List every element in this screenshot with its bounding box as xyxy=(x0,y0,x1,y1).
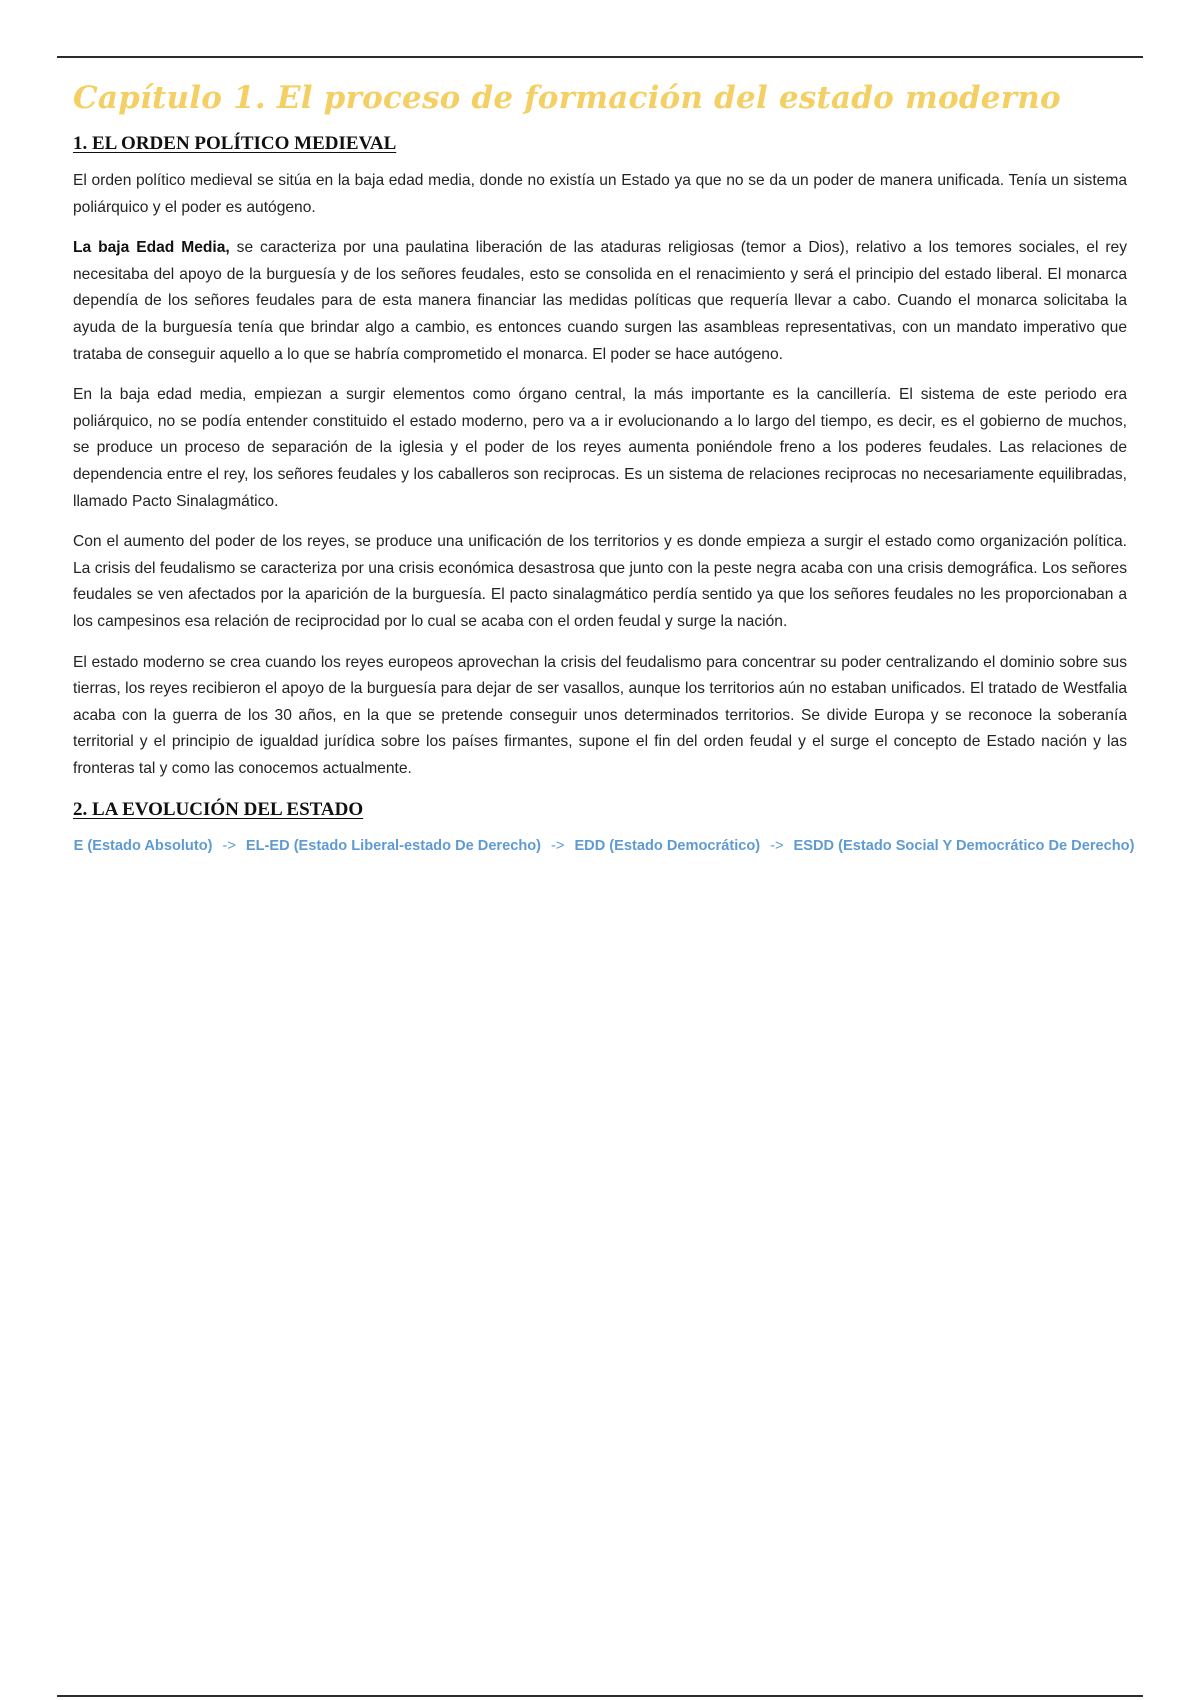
paragraph-lead: La baja Edad Media, xyxy=(73,239,230,257)
bottom-rule xyxy=(57,1695,1143,1697)
paragraph xyxy=(73,529,1127,635)
paragraph xyxy=(73,382,1127,515)
arrow-right-icon: -> xyxy=(770,838,784,855)
top-rule xyxy=(57,56,1143,58)
chapter-title: Capítulo 1. El proceso de formación del estado moderno xyxy=(73,80,1061,116)
section-heading: 1. EL ORDEN POLÍTICO MEDIEVAL xyxy=(73,133,397,154)
state-evolution-timeline xyxy=(73,834,1135,858)
paragraph-text: Con el aumento del poder de los reyes, se produce una unificación de los territorios y es donde empieza a surgir el estado como organización política. La crisis del feudalismo se caracteriza por una crisis económica desastrosa que junto con la peste negra acaba con una crisis demográfica. Los señores feudales se ven afectados por la aparición de la burguesía. El pacto sinalagmático perdía sentido ya que los señores feudales no les proporcionaban a los campesinos esa relación de reciprocidad por lo cual se acaba con el orden feudal y surge la nación. xyxy=(73,533,1127,630)
document-content xyxy=(73,74,1135,858)
section-evolucion-del-estado xyxy=(73,796,1135,858)
timeline-step: EL-ED (Estado Liberal-estado De Derecho) xyxy=(245,838,542,855)
paragraph xyxy=(73,168,1127,221)
section-orden-politico-medieval xyxy=(73,130,1127,782)
timeline-step: E (Estado Absoluto) xyxy=(73,838,213,855)
paragraph-text: En la baja edad media, empiezan a surgir elementos como órgano central, la más importante es la cancillería. El sistema de este periodo era poliárquico, no se podía entender constituido el estado moderno, pero va a ir evolucionando a lo largo del tiempo, es decir, es el gobierno de muchos, se produce un proceso de separación de la iglesia y el poder de los reyes aumenta poniéndole freno a los poderes feudales. Las relaciones de dependencia entre el rey, los señores feudales y los caballeros son reciprocas. Es un sistema de relaciones reciprocas no necesariamente equilibradas, llamado Pacto Sinalagmático. xyxy=(73,386,1127,510)
section-heading: 2. LA EVOLUCIÓN DEL ESTADO xyxy=(73,799,364,821)
timeline-step: ESDD (Estado Social Y Democrático De Derecho) xyxy=(793,838,1135,855)
paragraph-text: El estado moderno se crea cuando los reyes europeos aprovechan la crisis del feudalismo para concentrar su poder centralizando el dominio sobre sus tierras, los reyes recibieron el apoyo de la burguesía para dejar de ser vasallos, aunque los territorios aún no estaban unificados. El tratado de Westfalia acaba con la guerra de los 30 años, en la que se pretende conseguir unos determinados territorios. Se divide Europa y se reconoce la soberanía territorial y el principio de igualdad jurídica sobre los países firmantes, supone el fin del orden feudal y el surge el concepto de Estado nación y las fronteras tal y como las conocemos actualmente. xyxy=(73,653,1127,777)
paragraph xyxy=(73,650,1127,783)
arrow-right-icon: -> xyxy=(551,838,565,855)
paragraph-text: se caracteriza por una paulatina liberación de las ataduras religiosas (temor a Dios), relativo a los temores sociales, el rey necesitaba del apoyo de la burguesía y de los señores feudales, esto se consolida en el renacimiento y será el principio del estado liberal. El monarca dependía de los señores feudales para de esta manera financiar las medidas políticas que requería llevar a cabo. Cuando el monarca solicitaba la ayuda de la burguesía tenía que brindar algo a cambio, es entonces cuando surgen las asambleas representativas, con un mandato imperativo que trataba de conseguir aquello a lo que se habría comprometido el monarca. El poder se hace autógeno. xyxy=(73,239,1127,363)
arrow-right-icon: -> xyxy=(222,838,236,855)
paragraph xyxy=(73,235,1127,368)
timeline-step: EDD (Estado Democrático) xyxy=(574,838,761,855)
paragraph-text: El orden político medieval se sitúa en la baja edad media, donde no existía un Estado ya que no se da un poder de manera unificada. Tenía un sistema poliárquico y el poder es autógeno. xyxy=(73,172,1127,216)
